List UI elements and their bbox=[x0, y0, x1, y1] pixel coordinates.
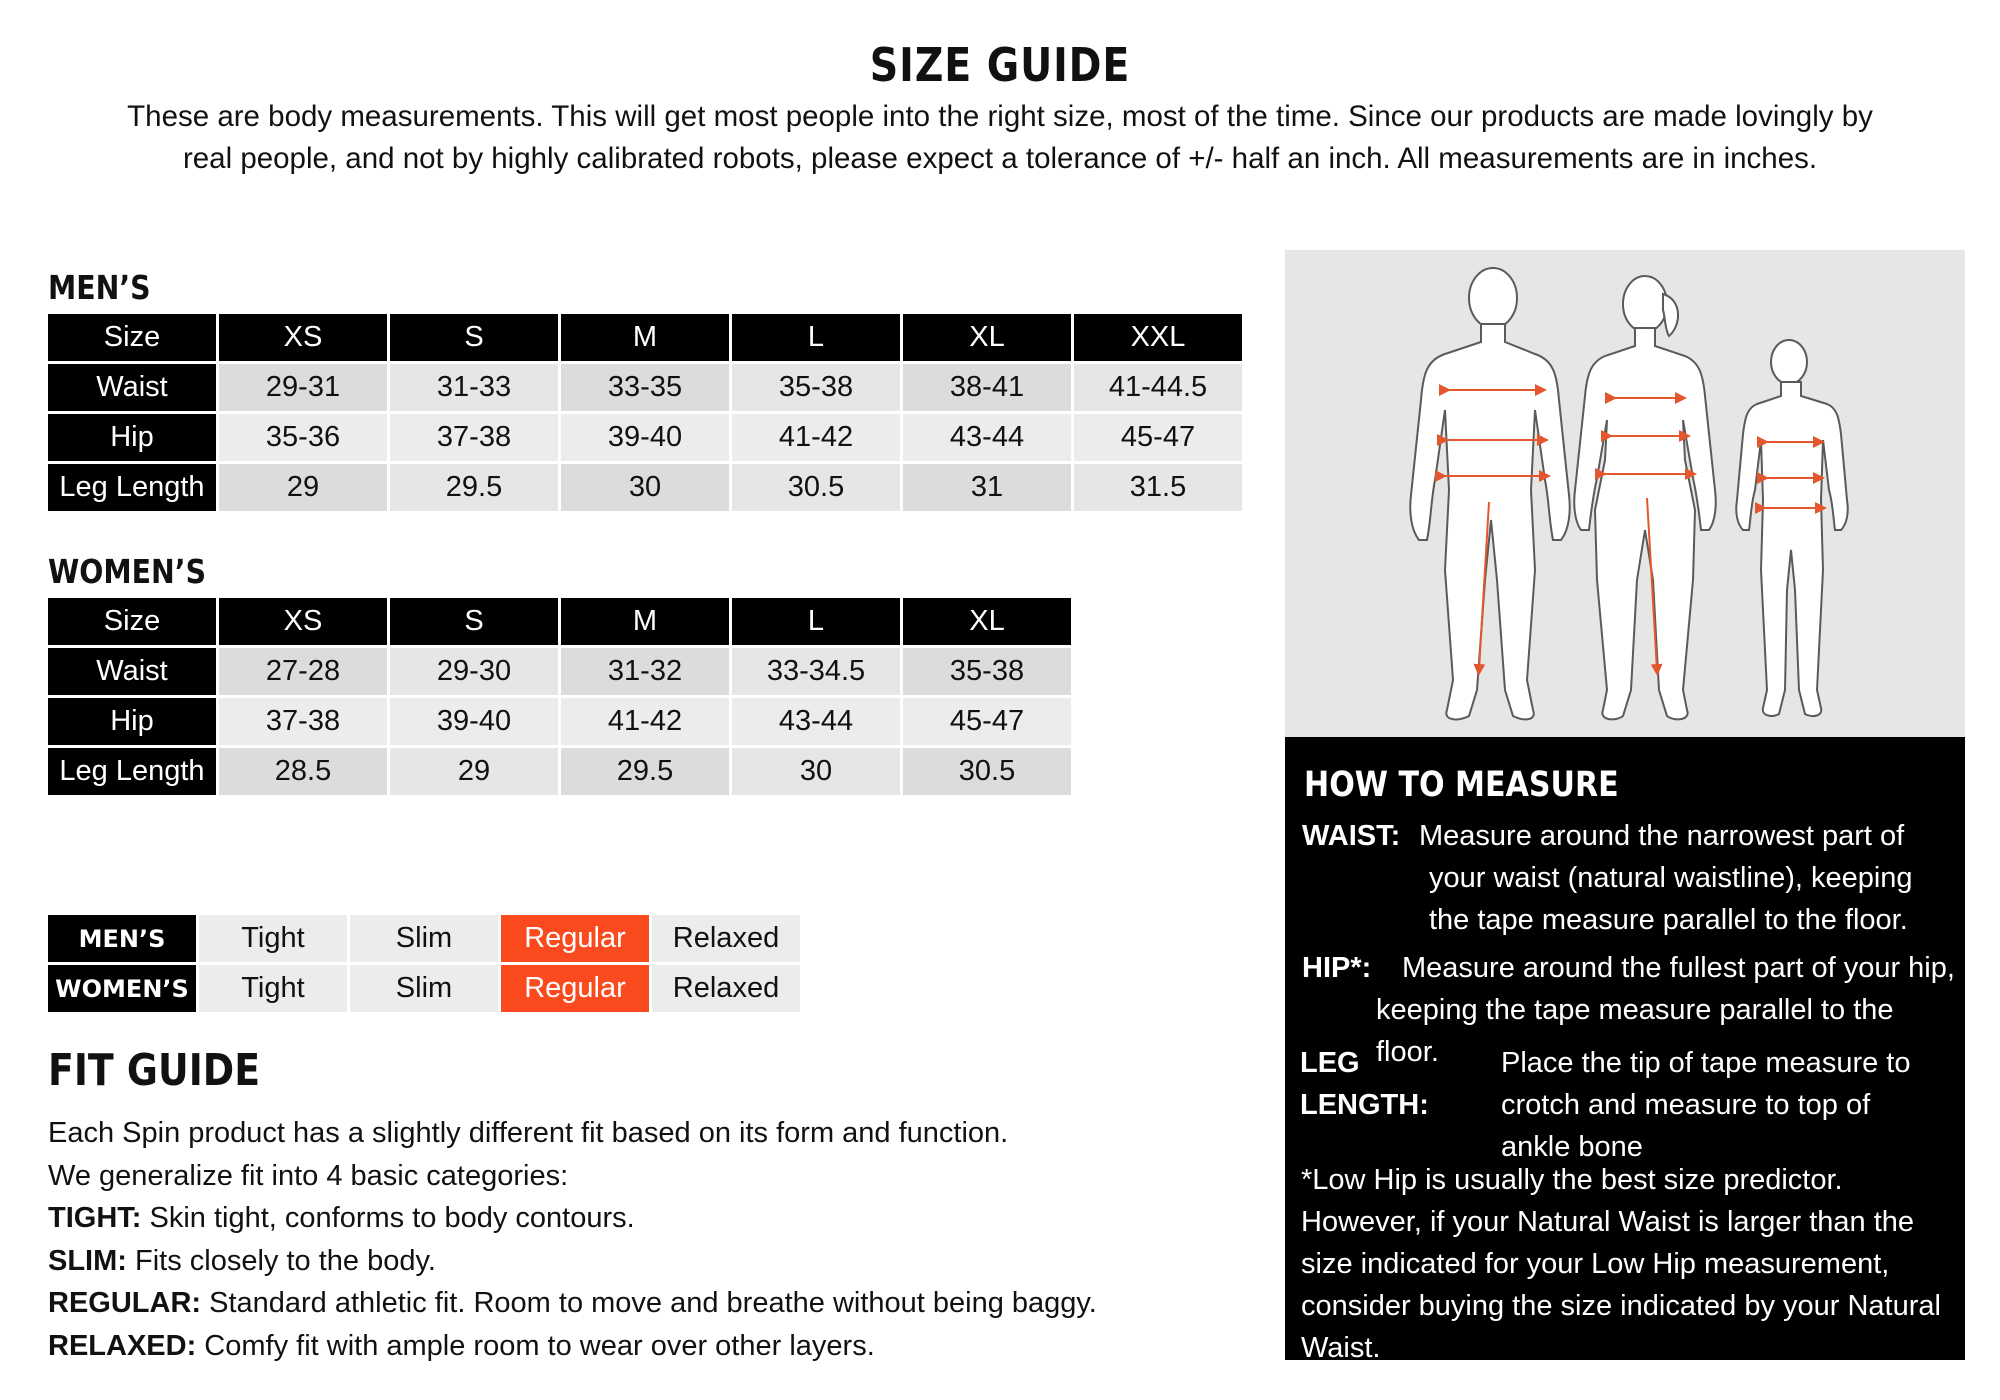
table-cell: 41-42 bbox=[732, 414, 900, 461]
fit-option-relaxed: Relaxed bbox=[652, 915, 800, 962]
waist-line: the tape measure parallel to the floor. bbox=[1429, 904, 1908, 936]
table-cell: 37-38 bbox=[219, 698, 387, 745]
header-cell: XL bbox=[903, 598, 1071, 645]
measure-panel bbox=[1285, 250, 1965, 1364]
header-cell: XL bbox=[903, 314, 1071, 361]
fit-option-relaxed: Relaxed bbox=[652, 965, 800, 1012]
header-cell: L bbox=[732, 598, 900, 645]
table-row bbox=[48, 414, 1242, 461]
table-cell: 41-44.5 bbox=[1074, 364, 1242, 411]
fit-term: TIGHT: bbox=[48, 1202, 142, 1234]
child-figure bbox=[1736, 340, 1848, 716]
fit-desc: Comfy fit with ample room to wear over other layers. bbox=[204, 1329, 875, 1362]
table-row bbox=[48, 464, 1242, 511]
table-cell: 30.5 bbox=[732, 464, 900, 511]
fit-term: SLIM: bbox=[48, 1244, 127, 1277]
table-cell: 29-31 bbox=[219, 364, 387, 411]
header-cell: XXL bbox=[1074, 314, 1242, 361]
womens-size-table bbox=[45, 595, 1074, 798]
leg-length-line: crotch and measure to top of bbox=[1501, 1089, 1871, 1121]
fit-desc: Fits closely to the body. bbox=[135, 1244, 436, 1277]
header-cell: Size bbox=[48, 598, 216, 645]
table-cell: 41-42 bbox=[561, 698, 729, 745]
fit-desc: Standard athletic fit. Room to move and breathe without being baggy. bbox=[209, 1287, 1097, 1319]
table-cell: 45-47 bbox=[903, 698, 1071, 745]
table-cell: 39-40 bbox=[390, 698, 558, 745]
fit-option-slim: Slim bbox=[350, 915, 498, 962]
table-cell: 43-44 bbox=[732, 698, 900, 745]
fit-guide-title: FIT GUIDE bbox=[48, 1045, 261, 1096]
row-label: Hip bbox=[48, 698, 216, 745]
table-cell: 37-38 bbox=[390, 414, 558, 461]
table-cell: 39-40 bbox=[561, 414, 729, 461]
womens-section-title: WOMEN’S bbox=[48, 552, 207, 591]
fit-guide-intro-line: We generalize fit into 4 basic categories: bbox=[48, 1159, 569, 1192]
fit-row-womens bbox=[48, 965, 800, 1012]
table-cell: 29-30 bbox=[390, 648, 558, 695]
table-cell: 29.5 bbox=[561, 748, 729, 795]
table-cell: 31 bbox=[903, 464, 1071, 511]
header-cell: S bbox=[390, 598, 558, 645]
fit-option-regular: Regular bbox=[501, 965, 649, 1012]
fit-item-tight bbox=[48, 1197, 1268, 1240]
table-cell: 33-35 bbox=[561, 364, 729, 411]
table-cell: 27-28 bbox=[219, 648, 387, 695]
row-label: Hip bbox=[48, 414, 216, 461]
table-cell: 35-38 bbox=[732, 364, 900, 411]
header-cell: M bbox=[561, 598, 729, 645]
mens-section-title: MEN’S bbox=[48, 268, 151, 307]
mens-size-table bbox=[45, 311, 1245, 514]
body-figures-illustration bbox=[1285, 250, 1965, 737]
table-cell: 38-41 bbox=[903, 364, 1071, 411]
table-cell: 43-44 bbox=[903, 414, 1071, 461]
fit-term: RELAXED: bbox=[48, 1329, 197, 1362]
table-cell: 28.5 bbox=[219, 748, 387, 795]
fit-row-label: MEN’S bbox=[48, 915, 196, 962]
table-cell: 31.5 bbox=[1074, 464, 1242, 511]
fit-guide-intro-line: Each Spin product has a slightly different fit based on its form and function. bbox=[48, 1117, 1009, 1149]
hip-line: keeping the tape measure parallel to the floor. bbox=[1376, 994, 1894, 1068]
header-cell: S bbox=[390, 314, 558, 361]
row-label: Leg Length bbox=[48, 464, 216, 511]
table-cell: 30.5 bbox=[903, 748, 1071, 795]
waist-line: your waist (natural waistline), keeping bbox=[1429, 862, 1913, 894]
hip-line: Measure around the fullest part of your hip, bbox=[1402, 952, 1955, 984]
table-row bbox=[48, 748, 1071, 795]
table-cell: 29 bbox=[390, 748, 558, 795]
leg-length-line: Place the tip of tape measure to bbox=[1501, 1047, 1911, 1079]
fit-item-regular bbox=[48, 1282, 1268, 1325]
waist-label: WAIST: bbox=[1302, 820, 1401, 852]
table-row bbox=[48, 698, 1071, 745]
page-title: SIZE GUIDE bbox=[869, 38, 1131, 92]
table-header-row bbox=[48, 314, 1242, 361]
table-header-row bbox=[48, 598, 1071, 645]
waist-line: Measure around the narrowest part of bbox=[1419, 820, 1905, 852]
fit-table bbox=[45, 912, 803, 1015]
fit-guide-text bbox=[48, 1112, 1268, 1367]
row-label: Leg Length bbox=[48, 748, 216, 795]
fit-item-relaxed bbox=[48, 1325, 1268, 1368]
figure-area bbox=[1285, 250, 1965, 737]
table-cell: 31-33 bbox=[390, 364, 558, 411]
row-label: Waist bbox=[48, 364, 216, 411]
fit-row-mens bbox=[48, 915, 800, 962]
hip-label: HIP*: bbox=[1302, 952, 1372, 984]
table-cell: 35-38 bbox=[903, 648, 1071, 695]
leg-length-label: LEG LENGTH: bbox=[1300, 1047, 1429, 1121]
row-label: Waist bbox=[48, 648, 216, 695]
table-cell: 33-34.5 bbox=[732, 648, 900, 695]
fit-term: REGULAR: bbox=[48, 1287, 202, 1319]
table-cell: 30 bbox=[732, 748, 900, 795]
table-cell: 31-32 bbox=[561, 648, 729, 695]
table-cell: 45-47 bbox=[1074, 414, 1242, 461]
waist-text bbox=[1419, 815, 1959, 941]
table-row bbox=[48, 364, 1242, 411]
intro-text: These are body measurements. This will get most people into the right size, most of the time. Since our products are made lovingly by real people, and not by highly calibrated robots, please expect a tolerance of +/- half an inch. All measurements are in inches. bbox=[127, 100, 1873, 175]
fit-row-label: WOMEN’S bbox=[48, 965, 196, 1012]
fit-option-tight: Tight bbox=[199, 915, 347, 962]
table-cell: 29 bbox=[219, 464, 387, 511]
header-cell: XS bbox=[219, 598, 387, 645]
how-to-measure-box bbox=[1285, 737, 1965, 1364]
fit-item-slim bbox=[48, 1240, 1268, 1283]
table-cell: 29.5 bbox=[390, 464, 558, 511]
fit-desc: Skin tight, conforms to body contours. bbox=[149, 1202, 635, 1234]
table-cell: 35-36 bbox=[219, 414, 387, 461]
table-cell: 30 bbox=[561, 464, 729, 511]
fit-option-regular: Regular bbox=[501, 915, 649, 962]
header-cell: XS bbox=[219, 314, 387, 361]
fit-option-slim: Slim bbox=[350, 965, 498, 1012]
leg-length-text bbox=[1501, 1042, 1961, 1168]
header-cell: M bbox=[561, 314, 729, 361]
how-to-measure-title: HOW TO MEASURE bbox=[1304, 765, 1619, 805]
table-row bbox=[48, 648, 1071, 695]
woman-figure bbox=[1574, 276, 1716, 719]
header-cell: Size bbox=[48, 314, 216, 361]
leg-length-line: ankle bone bbox=[1501, 1131, 1643, 1163]
header-cell: L bbox=[732, 314, 900, 361]
fit-option-tight: Tight bbox=[199, 965, 347, 1012]
man-figure bbox=[1410, 268, 1569, 719]
low-hip-note: *Low Hip is usually the best size predictor. However, if your Natural Waist is larger than the size indicated for your Low Hip measurement, consider buying the size indicated by your Natural Waist. bbox=[1301, 1164, 1941, 1364]
